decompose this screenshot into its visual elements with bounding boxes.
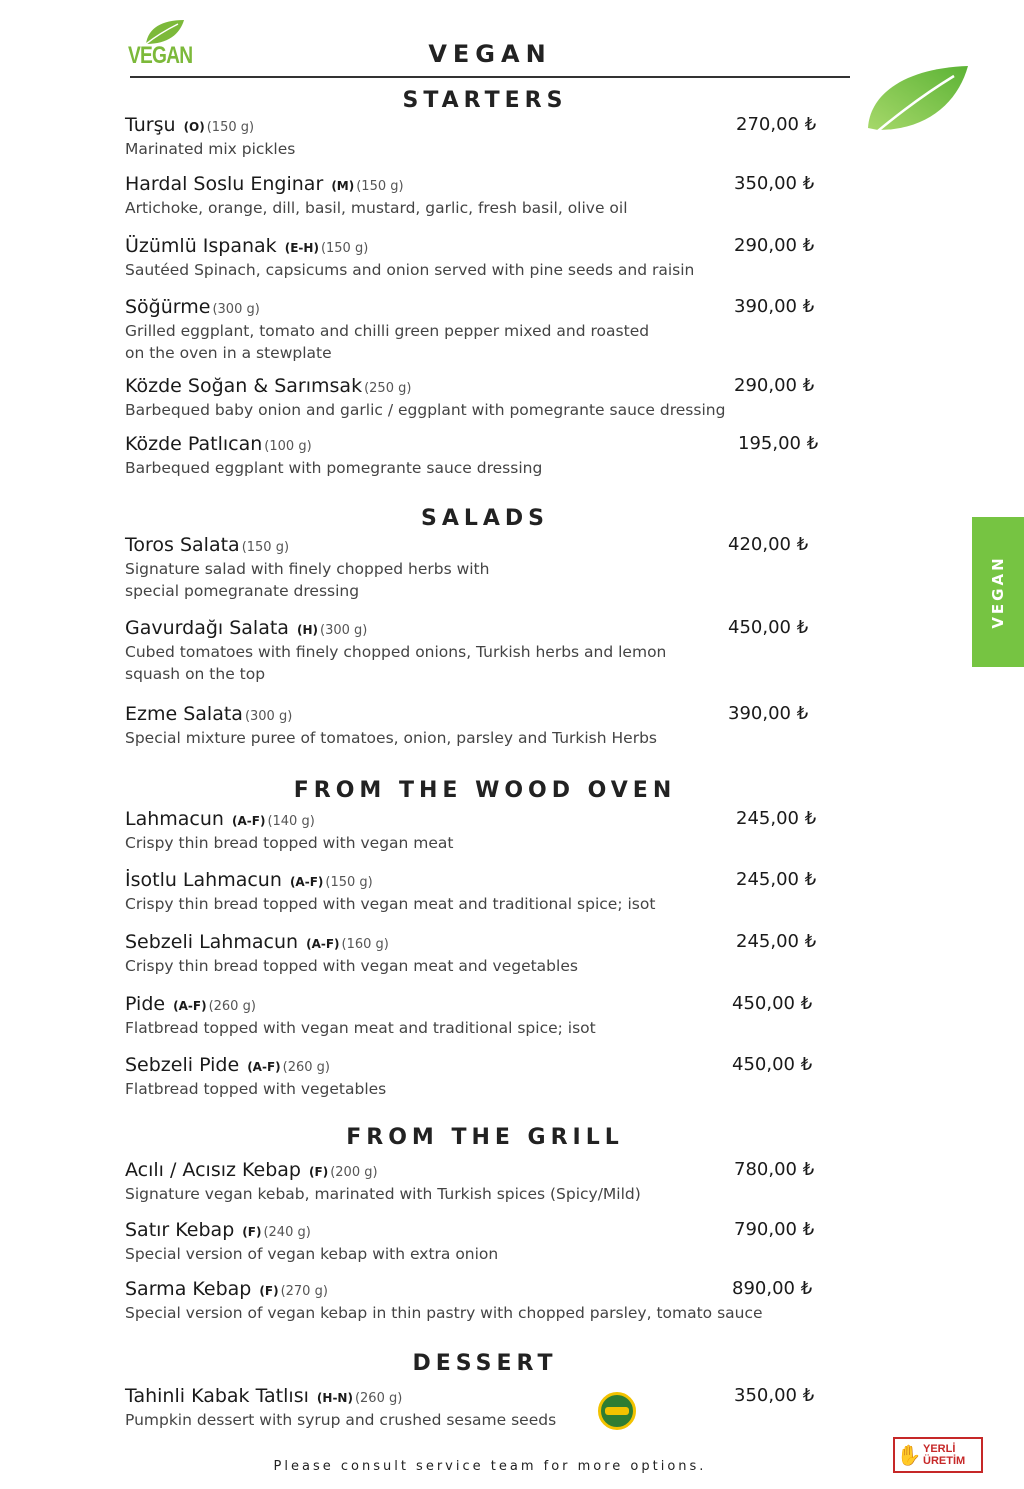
item-price: 270,00 ₺	[736, 114, 817, 135]
item-weight: (100 g)	[264, 439, 312, 454]
item-description: Special mixture puree of tomatoes, onion, parsley and Turkish Herbs	[125, 729, 657, 747]
item-name: İsotlu Lahmacun	[125, 869, 282, 891]
menu-item	[125, 173, 865, 219]
item-description: Pumpkin dessert with syrup and crushed sesame seeds	[125, 1411, 557, 1429]
item-name: Acılı / Acısız Kebap	[125, 1159, 301, 1181]
item-allergen: (A-F)	[232, 814, 266, 828]
side-tab-label: VEGAN	[989, 555, 1007, 629]
item-allergen: (O)	[183, 120, 205, 134]
menu-item	[125, 617, 865, 685]
item-name: Tahinli Kabak Tatlısı	[125, 1385, 309, 1407]
item-description: Barbequed eggplant with pomegrante sauce dressing	[125, 459, 543, 477]
item-description: Special version of vegan kebap with extra onion	[125, 1245, 499, 1263]
item-weight: (270 g)	[280, 1284, 328, 1299]
item-allergen: (M)	[331, 179, 355, 193]
item-description: Sautéed Spinach, capsicums and onion served with pine seeds and raisin	[125, 261, 695, 279]
item-description: Crispy thin bread topped with vegan meat and vegetables	[125, 957, 578, 975]
item-allergen: (A-F)	[306, 937, 340, 951]
item-weight: (200 g)	[330, 1165, 378, 1180]
item-allergen: (F)	[259, 1284, 279, 1298]
item-weight: (150 g)	[325, 875, 373, 890]
badge-line1: YERLİ	[923, 1443, 956, 1455]
item-name: Üzümlü Ispanak	[125, 235, 277, 257]
geographical-indication-icon	[598, 1392, 636, 1430]
menu-item	[125, 993, 865, 1039]
item-price: 890,00 ₺	[732, 1278, 813, 1299]
item-weight: (260 g)	[354, 1391, 403, 1406]
menu-item	[125, 534, 865, 602]
item-weight: (250 g)	[364, 381, 412, 396]
item-price: 245,00 ₺	[736, 931, 817, 952]
menu-item	[125, 433, 865, 479]
item-allergen: (A-F)	[247, 1060, 281, 1074]
menu-item	[125, 1278, 865, 1324]
item-allergen: (F)	[242, 1225, 262, 1239]
item-name: Sarma Kebap	[125, 1278, 252, 1300]
item-weight: (300 g)	[244, 709, 293, 724]
section-title: FROM THE WOOD OVEN	[293, 778, 677, 803]
item-name: Pide	[125, 993, 166, 1015]
item-allergen: (E-H)	[284, 241, 319, 255]
item-name: Ezme Salata	[125, 703, 243, 725]
item-description: Special version of vegan kebap in thin pastry with chopped parsley, tomato sauce	[125, 1304, 763, 1322]
vegan-side-tab[interactable]	[972, 517, 1024, 667]
item-price: 350,00 ₺	[734, 1385, 815, 1406]
menu-item	[125, 375, 865, 421]
menu-item	[125, 235, 865, 281]
item-allergen: (H)	[296, 623, 318, 637]
item-description: Barbequed baby onion and garlic / eggplant with pomegrante sauce dressing	[125, 401, 726, 419]
item-weight: (140 g)	[267, 814, 315, 829]
item-allergen: (H-N)	[316, 1391, 353, 1405]
item-price: 290,00 ₺	[734, 375, 815, 396]
item-price: 290,00 ₺	[734, 235, 815, 256]
item-price: 390,00 ₺	[728, 703, 809, 724]
menu-item	[125, 869, 865, 915]
item-weight: (160 g)	[341, 937, 389, 952]
section-title: STARTERS	[402, 88, 568, 113]
item-description: Marinated mix pickles	[125, 140, 296, 158]
menu-item	[125, 1159, 865, 1205]
item-allergen: (A-F)	[173, 999, 207, 1013]
item-weight: (150 g)	[206, 120, 255, 135]
item-name: Sebzeli Lahmacun	[125, 931, 299, 953]
item-description: Flatbread topped with vegan meat and traditional spice; isot	[125, 1019, 596, 1037]
item-name: Közde Soğan & Sarımsak	[125, 375, 363, 397]
item-description: Grilled eggplant, tomato and chilli green pepper mixed and roasted	[125, 322, 650, 340]
item-price: 450,00 ₺	[728, 617, 809, 638]
item-description: Crispy thin bread topped with vegan meat and traditional spice; isot	[125, 895, 656, 913]
page-title: VEGAN	[428, 40, 552, 68]
item-price: 420,00 ₺	[728, 534, 809, 555]
item-weight: (260 g)	[282, 1060, 330, 1075]
section-title: DESSERT	[412, 1351, 558, 1376]
item-description: Cubed tomatoes with finely chopped onions, Turkish herbs and lemon	[125, 643, 667, 661]
item-allergen: (A-F)	[289, 875, 324, 889]
title-divider	[130, 76, 850, 78]
item-description: squash on the top	[125, 665, 266, 683]
item-name: Közde Patlıcan	[125, 433, 263, 455]
item-name: Gavurdağı Salata	[125, 617, 289, 639]
item-name: Hardal Soslu Enginar	[125, 173, 324, 195]
item-name: Sebzeli Pide	[125, 1054, 240, 1076]
menu-item	[125, 1054, 865, 1100]
item-allergen: (F)	[309, 1165, 329, 1179]
item-price: 450,00 ₺	[732, 993, 813, 1014]
section-title: SALADS	[420, 506, 550, 531]
menu-item	[125, 703, 865, 749]
item-description: on the oven in a stewplate	[125, 344, 332, 362]
menu-item	[125, 296, 865, 364]
menu-item	[125, 808, 865, 854]
item-name: Satır Kebap	[125, 1219, 235, 1241]
item-price: 195,00 ₺	[738, 433, 819, 454]
badge-line2: ÜRETİM	[923, 1455, 966, 1467]
item-description: special pomegranate dressing	[125, 582, 360, 600]
menu-item	[125, 114, 865, 160]
menu-item	[125, 931, 865, 977]
item-weight: (150 g)	[356, 179, 404, 194]
item-price: 350,00 ₺	[734, 173, 815, 194]
menu-item	[125, 1219, 865, 1265]
menu-item	[125, 1385, 865, 1431]
item-price: 780,00 ₺	[734, 1159, 815, 1180]
item-description: Signature vegan kebab, marinated with Turkish spices (Spicy/Mild)	[125, 1185, 641, 1203]
handshake-icon: ✋	[896, 1443, 922, 1467]
item-price: 390,00 ₺	[734, 296, 815, 317]
item-weight: (240 g)	[263, 1225, 311, 1240]
footer-note: Please consult service team for more options.	[273, 1459, 707, 1474]
item-price: 245,00 ₺	[736, 808, 817, 829]
item-name: Lahmacun	[125, 808, 224, 830]
section-title: FROM THE GRILL	[346, 1125, 624, 1150]
item-description: Signature salad with finely chopped herbs with	[125, 560, 490, 578]
item-price: 450,00 ₺	[732, 1054, 813, 1075]
logo-text: VEGAN	[128, 42, 193, 69]
item-weight: (150 g)	[320, 241, 369, 256]
item-price: 790,00 ₺	[734, 1219, 815, 1240]
item-name: Turşu	[125, 114, 176, 136]
item-weight: (300 g)	[212, 302, 260, 317]
item-name: Toros Salata	[125, 534, 240, 556]
item-price: 245,00 ₺	[736, 869, 817, 890]
item-description: Artichoke, orange, dill, basil, mustard, garlic, fresh basil, olive oil	[125, 199, 628, 217]
item-name: Söğürme	[125, 296, 211, 318]
item-description: Flatbread topped with vegetables	[125, 1080, 387, 1098]
item-weight: (260 g)	[208, 999, 256, 1014]
item-weight: (150 g)	[241, 540, 290, 555]
item-weight: (300 g)	[320, 623, 368, 638]
item-description: Crispy thin bread topped with vegan meat	[125, 834, 454, 852]
